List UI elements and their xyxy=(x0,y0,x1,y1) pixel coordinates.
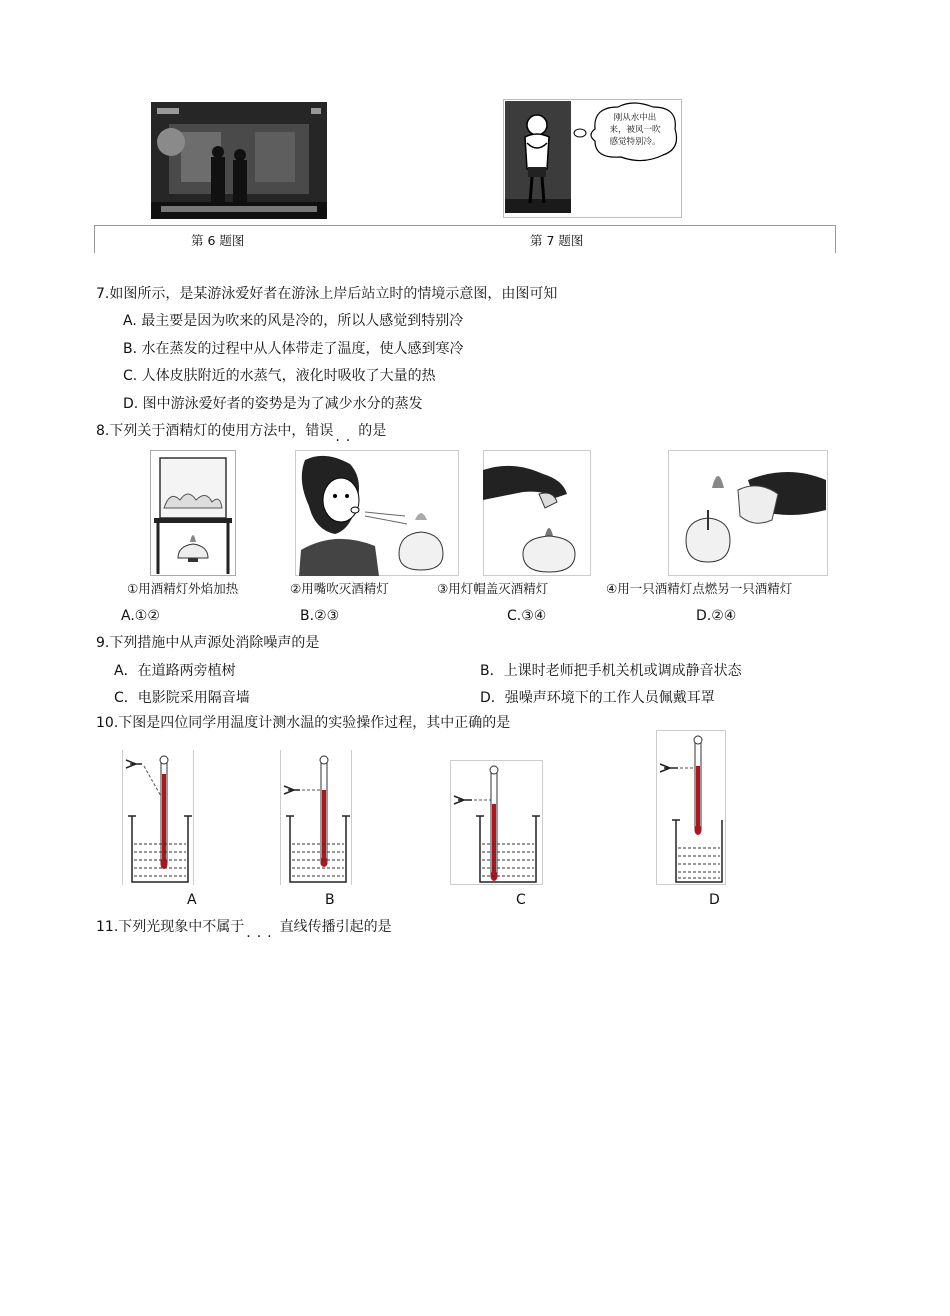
q8-image-4-lighting xyxy=(668,450,828,576)
q9-option-b: B．上课时老师把手机关机或调成静音状态 xyxy=(480,663,742,679)
q10-thermometer-a xyxy=(122,750,194,885)
q9-stem: 9.下列措施中从声源处消除噪声的是 xyxy=(96,635,320,651)
fig7-bubble-line: 感觉特别冷。 xyxy=(609,137,661,147)
q10-thermometer-b xyxy=(280,750,352,885)
q11-stem-post: 直线传播引起的是 xyxy=(279,919,392,935)
q10-label-d: D xyxy=(709,892,720,908)
figure-6-photo xyxy=(151,102,327,219)
q8-answer-a: A.①② xyxy=(121,608,160,624)
q8-answer-d: D.②④ xyxy=(696,608,737,624)
q9-option-a: A．在道路两旁植树 xyxy=(114,663,236,679)
q8-answer-b: B.②③ xyxy=(300,608,340,624)
q9-option-c: C．电影院采用隔音墙 xyxy=(114,690,250,706)
q7-option-b: B. 水在蒸发的过程中从人体带走了温度，使人感到寒冷 xyxy=(123,341,464,357)
q8-image-2-blowing xyxy=(295,450,459,576)
q10-label-a: A xyxy=(187,892,197,908)
q7-option-c: C. 人体皮肤附近的水蒸气，液化时吸收了大量的热 xyxy=(123,368,436,384)
fig6-caption: 第 6 题图 xyxy=(191,233,245,248)
fig7-bubble-line: 来，被风一吹 xyxy=(609,125,661,135)
q7-stem: 7.如图所示，是某游泳爱好者在游泳上岸后站立时的情境示意图，由图可知 xyxy=(96,286,558,302)
q7-option-d: D. 图中游泳爱好者的姿势是为了减少水分的蒸发 xyxy=(123,396,423,412)
q10-thermometer-c xyxy=(450,760,543,885)
q10-stem: 10.下图是四位同学用温度计测水温的实验操作过程，其中正确的是 xyxy=(96,715,511,731)
q8-stem-post: 的是 xyxy=(358,423,387,439)
q8-stem-pre: 8.下列关于酒精灯的使用方法中，错误 xyxy=(96,423,334,439)
q10-label-b: B xyxy=(325,892,335,908)
q8-image-3-cap xyxy=(483,450,591,576)
q8-answer-c: C.③④ xyxy=(507,608,547,624)
emphasis-dots: .. xyxy=(335,429,357,445)
fig7-caption: 第 7 题图 xyxy=(530,233,584,248)
q9-option-d: D．强噪声环境下的工作人员佩戴耳罩 xyxy=(480,690,715,706)
q8-caption-2: ②用嘴吹灭酒精灯 xyxy=(290,581,389,596)
emphasis-dots: ... xyxy=(246,925,278,941)
q8-image-1-heating xyxy=(150,450,236,576)
q8-stem xyxy=(96,420,387,445)
q11-stem-pre: 11.下列光现象中不属于 xyxy=(96,919,245,935)
q8-caption-3: ③用灯帽盖灭酒精灯 xyxy=(437,581,549,596)
q8-caption-1: ①用酒精灯外焰加热 xyxy=(127,581,239,596)
fig7-bubble-line: 刚从水中出 xyxy=(613,113,657,123)
q8-caption-4: ④用一只酒精灯点燃另一只酒精灯 xyxy=(606,581,793,596)
figure-7-swimmer xyxy=(503,99,682,218)
q10-label-c: C xyxy=(516,892,526,908)
q10-thermometer-d xyxy=(656,730,726,885)
q7-option-a: A. 最主要是因为吹来的风是冷的，所以人感觉到特别冷 xyxy=(123,313,464,329)
q11-stem xyxy=(96,916,392,941)
